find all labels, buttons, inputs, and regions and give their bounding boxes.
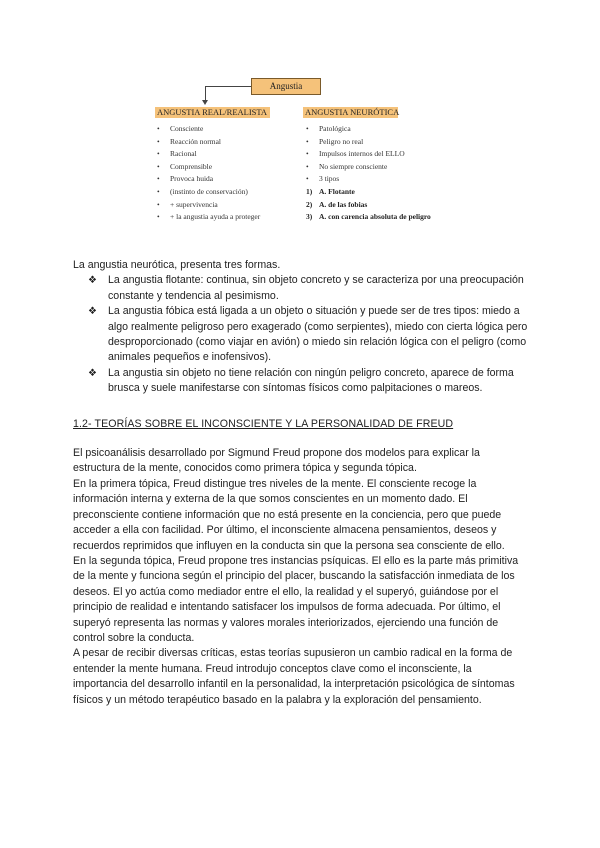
list-item: ❖ La angustia fóbica está ligada a un objeto o situación y puede ser de tres tipos: miedo a algo realmente peligroso pero exagerado (como serpientes), miedo con cierta lógica pero desproporcionado (como viajar en avión) o miedo sin relación lógica con el peligro (como animales pequeños e inofensivos).	[88, 305, 528, 364]
list-item: • (instinto de conservación)	[157, 186, 248, 196]
list-item: • Impulsos internos del ELLO	[306, 149, 405, 159]
list-item: • Consciente	[157, 124, 204, 133]
diagram-right-heading: ANGUSTIA NEURÓTICA	[305, 107, 400, 117]
list-item: ❖ La angustia flotante: continua, sin objeto concreto y se caracteriza por una preocupación constante y tendencia al pesimismo.	[88, 274, 524, 302]
list-item: • Reacción normal	[157, 136, 222, 146]
list-item: • + supervivencia	[157, 199, 218, 209]
list-item: • + la angustia ayuda a proteger	[157, 212, 261, 222]
diagram-connector	[205, 86, 251, 87]
list-item: 1) A. Flotante	[306, 186, 355, 196]
diagram-root-node: Angustia	[251, 78, 321, 95]
diagram-left-list	[157, 123, 292, 224]
section-heading: 1.2- TEORÍAS SOBRE EL INCONSCIENTE Y LA PERSONALIDAD DE FREUD	[73, 417, 454, 430]
diamond-bullet-icon: ❖	[88, 275, 97, 287]
paragraph: En la segunda tópica, Freud propone tres instancias psíquicas. El ello es la parte más primitiva de la mente y funciona según el principio del placer, buscando la satisfacción inmediata de los deseos. El yo actúa como mediador entre el ello, la realidad y el superyó, guiándose por el principio de realidad e intentando satisfacer los impulsos de forma adecuada. Por último, el superyó representa las normas y valores morales interiorizados, ejerciendo una función de control sobre la conducta.	[73, 554, 519, 644]
list-item: 3) A. con carencia absoluta de peligro	[306, 212, 431, 222]
paragraph: En la primera tópica, Freud distingue tres niveles de la mente. El consciente recoge la información interna y externa de la que somos conscientes en un momento dado. El preconsciente contiene información que no está presente en la conciencia, pero que puede acceder a ella con facilidad. Por último, el inconsciente almacena pensamientos, deseos y recuerdos reprimidos que influyen en la conducta sin que la persona sea consciente de ello.	[73, 477, 505, 552]
diagram-left-heading: ANGUSTIA REAL/REALISTA	[155, 107, 270, 118]
diamond-bullet-icon: ❖	[88, 367, 97, 379]
list-item: 2) A. de las fobias	[306, 199, 368, 209]
angustia-diagram	[0, 0, 600, 240]
paragraph: El psicoanálisis desarrollado por Sigmund Freud propone dos modelos para explicar la estructura de la mente, conocidos como primera tópica y segunda tópica.	[73, 447, 480, 475]
list-item: • 3 tipos	[306, 174, 340, 184]
list-item: • No siempre consciente	[306, 161, 388, 171]
list-item: • Racional	[157, 149, 197, 159]
list-item: • Patológica	[306, 124, 351, 133]
diagram-right-list	[306, 123, 446, 224]
list-item: • Comprensible	[157, 161, 213, 171]
document-body	[73, 258, 528, 708]
anxiety-types-list	[73, 273, 528, 396]
list-item: ❖ La angustia sin objeto no tiene relación con ningún peligro concreto, aparece de forma brusca y suele manifestarse con síntomas físicos como palpitaciones o mareos.	[88, 366, 514, 395]
paragraph: A pesar de recibir diversas críticas, estas teorías supusieron un cambio radical en la forma de entender la mente humana. Freud introdujo conceptos clave como el inconsciente, la importancia del desarrollo infantil en la personalidad, la interpretación psicológica de síntomas físicos y un método terapéutico basado en la palabra y la exploración del pensamiento.	[73, 647, 515, 706]
list-item: • Provoca huida	[157, 174, 214, 184]
intro-text: La angustia neurótica, presenta tres formas.	[73, 259, 281, 271]
diamond-bullet-icon: ❖	[88, 306, 97, 318]
arrow-down-icon	[202, 100, 208, 105]
list-item: • Peligro no real	[306, 136, 364, 146]
